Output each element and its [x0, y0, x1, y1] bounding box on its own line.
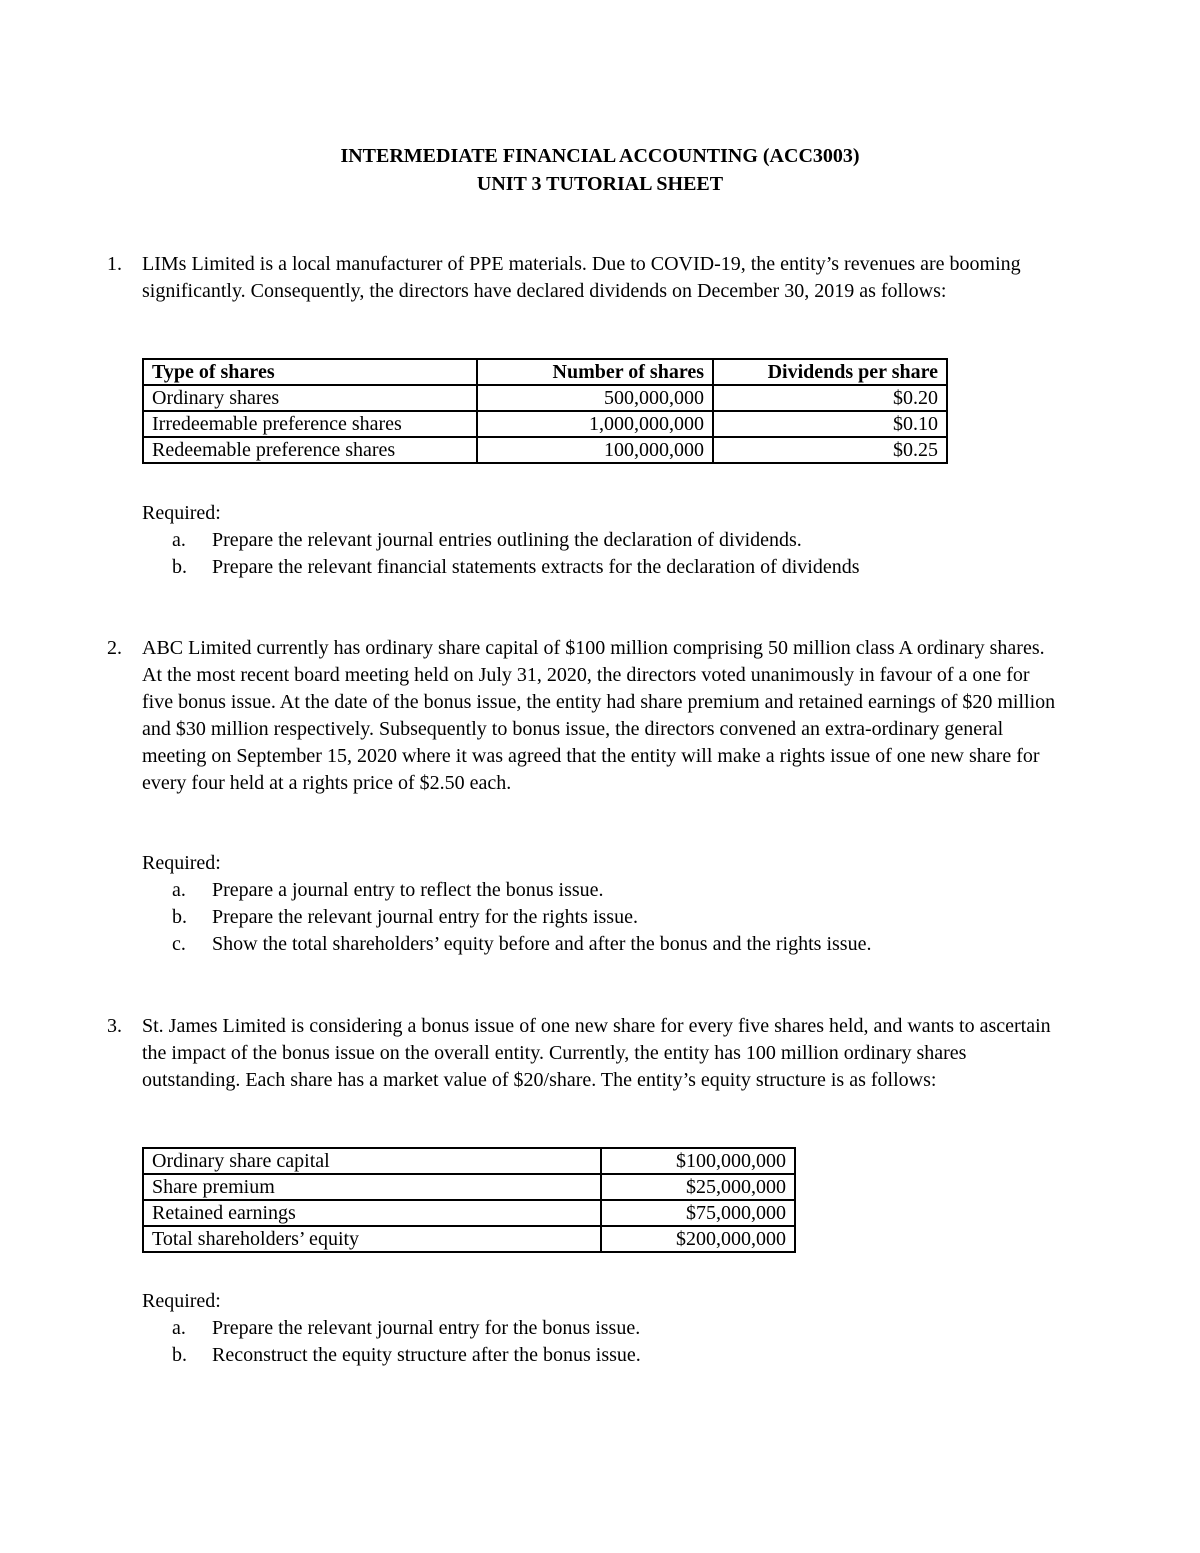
dividends-table	[142, 358, 948, 464]
table-row	[143, 385, 947, 411]
table-cell: Total shareholders’ equity	[143, 1226, 601, 1252]
required-label: Required:	[142, 1290, 221, 1312]
table-cell: $25,000,000	[601, 1174, 795, 1200]
table-cell: $0.20	[713, 385, 947, 411]
table-header-cell: Number of shares	[477, 359, 713, 385]
question-text: St. James Limited is considering a bonus issue of one new share for every five shares held, and wants to ascertain the impact of the bonus issue on the overall entity. Currently, the entity has 100 million ordinary shares outstanding. Each share has a market value of $20/share. The entity’s equity structure is as follows:	[142, 1015, 1051, 1091]
table-row	[143, 1148, 795, 1174]
required-item	[172, 931, 871, 958]
item-text: Prepare the relevant journal entries outlining the declaration of dividends.	[212, 529, 802, 551]
item-letter: a.	[172, 879, 186, 901]
item-text: Prepare the relevant journal entry for the rights issue.	[212, 906, 638, 928]
table-cell: $100,000,000	[601, 1148, 795, 1174]
table-row	[143, 437, 947, 463]
table-cell: $75,000,000	[601, 1200, 795, 1226]
required-item	[172, 877, 604, 904]
required-item	[172, 1342, 641, 1369]
document-title: INTERMEDIATE FINANCIAL ACCOUNTING (ACC3003)	[340, 145, 860, 167]
required-label: Required:	[142, 852, 221, 874]
item-letter: b.	[172, 1344, 187, 1366]
question-number: 1.	[107, 253, 122, 275]
table-row	[143, 1226, 795, 1252]
table-cell: 500,000,000	[477, 385, 713, 411]
question-number: 2.	[107, 637, 122, 659]
item-text: Prepare the relevant journal entry for the bonus issue.	[212, 1317, 641, 1339]
table-cell: $0.10	[713, 411, 947, 437]
item-text: Show the total shareholders’ equity before and after the bonus and the rights issue.	[212, 933, 872, 955]
item-letter: b.	[172, 906, 187, 928]
question-text: ABC Limited currently has ordinary share capital of $100 million comprising 50 million class A ordinary shares. At the most recent board meeting held on July 31, 2020, the directors voted unanimously in favour of a one for five bonus issue. At the date of the bonus issue, the entity had share premium and retained earnings of $20 million and $30 million respectively. Subsequently to bonus issue, the directors convened an extra-ordinary general meeting on September 15, 2020 where it was agreed that the entity will make a rights issue of one new share for every four held at a rights price of $2.50 each.	[142, 637, 1056, 794]
table-cell: 1,000,000,000	[477, 411, 713, 437]
table-cell: Ordinary shares	[143, 385, 477, 411]
item-letter: a.	[172, 529, 186, 551]
table-row	[143, 1174, 795, 1200]
equity-structure-table	[142, 1147, 796, 1253]
item-text: Reconstruct the equity structure after the bonus issue.	[212, 1344, 641, 1366]
item-letter: a.	[172, 1317, 186, 1339]
table-header-row	[143, 359, 947, 385]
table-row	[143, 1200, 795, 1226]
required-item	[172, 904, 638, 931]
question-number: 3.	[107, 1015, 122, 1037]
table-row	[143, 411, 947, 437]
item-text: Prepare the relevant financial statements extracts for the declaration of dividends	[212, 556, 860, 578]
required-item	[172, 527, 802, 554]
table-cell: $0.25	[713, 437, 947, 463]
required-item	[172, 1315, 640, 1342]
table-header-cell: Type of shares	[143, 359, 477, 385]
question-text: LIMs Limited is a local manufacturer of PPE materials. Due to COVID-19, the entity’s revenues are booming significantly. Consequently, the directors have declared dividends on December 30, 2019 as follows:	[142, 253, 1021, 302]
table-cell: $200,000,000	[601, 1226, 795, 1252]
table-cell: Irredeemable preference shares	[143, 411, 477, 437]
item-letter: b.	[172, 556, 187, 578]
item-letter: c.	[172, 933, 186, 955]
required-item	[172, 554, 860, 581]
table-cell: Redeemable preference shares	[143, 437, 477, 463]
document-subtitle: UNIT 3 TUTORIAL SHEET	[476, 173, 724, 195]
table-cell: 100,000,000	[477, 437, 713, 463]
item-text: Prepare a journal entry to reflect the bonus issue.	[212, 879, 604, 901]
required-label: Required:	[142, 502, 221, 524]
table-header-cell: Dividends per share	[713, 359, 947, 385]
table-cell: Retained earnings	[143, 1200, 601, 1226]
table-cell: Ordinary share capital	[143, 1148, 601, 1174]
table-cell: Share premium	[143, 1174, 601, 1200]
